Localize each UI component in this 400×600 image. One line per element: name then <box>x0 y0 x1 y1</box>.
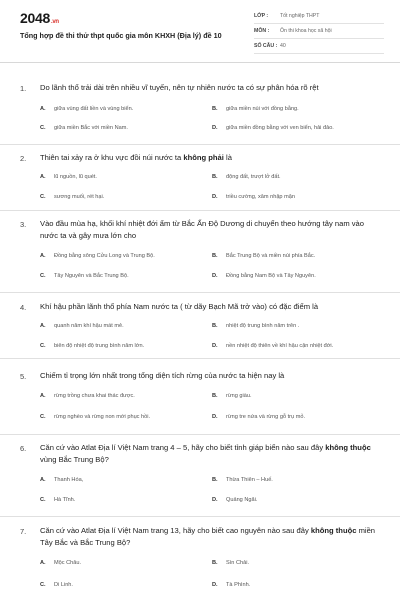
question-text: Chiếm tỉ trọng lớn nhất trong tổng diện tích rừng của nước ta hiện nay là <box>40 371 285 380</box>
answer-option[interactable]: D. nền nhiệt độ thiên về khí hậu cận nhiệt đới. <box>212 343 334 349</box>
answer-option[interactable]: B. Thừa Thiên – Huế. <box>212 477 273 483</box>
logo-suffix: .vn <box>50 19 59 25</box>
answer-option[interactable]: A. Đồng bằng sông Cửu Long và Trung Bộ. <box>40 253 155 259</box>
answer-option[interactable]: A. giữa vùng đất liền và vùng biển. <box>40 106 134 112</box>
question-text: Vào đầu mùa hạ, khối khí nhiệt đới ẩm từ Bắc Ấn Độ Dương di chuyển theo hướng tây nam vào nước ta và gây mưa lớn cho <box>40 219 364 240</box>
answer-option[interactable]: A. rừng trồng chưa khai thác được. <box>40 393 135 399</box>
meta-value: Tốt nghiệp THPT <box>280 13 320 19</box>
meta-row-subject <box>254 24 384 39</box>
question-text: Căn cứ vào Atlat Địa lí Việt Nam trang 13, hãy cho biết cao nguyên nào sau đây không thuộc miền Tây Bắc và Bắc Trung Bộ? <box>40 526 376 547</box>
meta-row-count <box>254 39 384 54</box>
answer-option[interactable]: D. Tà Phình. <box>212 582 251 588</box>
answer-option[interactable]: B. động đất, trượt lở đất. <box>212 174 281 180</box>
document-meta <box>254 9 384 54</box>
meta-value: 40 <box>280 43 286 49</box>
answer-option[interactable]: C. Tây Nguyên và Bắc Trung Bộ. <box>40 273 129 279</box>
answer-option[interactable]: A. lũ nguồn, lũ quét. <box>40 174 97 180</box>
answer-option[interactable]: C. rừng nghèo và rừng non mới phục hồi. <box>40 414 151 420</box>
answer-option[interactable]: C. sương muối, rét hại. <box>40 194 105 200</box>
answer-option[interactable]: B. giữa miền núi với đồng bằng. <box>212 106 299 112</box>
answer-option[interactable]: C. biên độ nhiệt độ trung bình năm lớn. <box>40 343 145 349</box>
answer-option[interactable]: D. rừng tre nứa và rừng gỗ trụ mỏ. <box>212 414 306 420</box>
document-title: Tổng hợp đề thi thử thpt quốc gia môn KHXH (Địa lý) đề 10 <box>20 31 222 40</box>
question-item <box>0 434 400 517</box>
answer-option[interactable]: C. giữa miền Bắc với miền Nam. <box>40 125 128 131</box>
question-number: 3. <box>20 220 27 229</box>
question-text: Căn cứ vào Atlat Địa lí Việt Nam trang 4 – 5, hãy cho biết tỉnh giáp biển nào sau đây không thuộc vùng Bắc Trung Bộ? <box>40 443 371 464</box>
question-number: 4. <box>20 303 27 312</box>
question-item <box>0 144 400 211</box>
answer-option[interactable]: A. Thanh Hóa, <box>40 477 84 483</box>
question-text: Do lãnh thổ trải dài trên nhiều vĩ tuyến, nên tự nhiên nước ta có sự phân hóa rõ rệt <box>40 83 319 92</box>
meta-row-class <box>254 9 384 24</box>
question-item <box>0 516 400 600</box>
answer-option[interactable]: D. Quảng Ngãi. <box>212 497 258 503</box>
meta-key: MÔN : <box>254 28 270 34</box>
question-number: 7. <box>20 527 27 536</box>
question-item <box>0 62 400 145</box>
answer-option[interactable]: D. Đồng bằng Nam Bộ và Tây Nguyên. <box>212 273 316 279</box>
question-text: Thiên tai xảy ra ở khu vực đồi núi nước ta không phải là <box>40 153 232 162</box>
answer-option[interactable]: B. rừng giàu. <box>212 393 252 399</box>
question-number: 6. <box>20 444 27 453</box>
answer-option[interactable]: C. Hà Tĩnh. <box>40 497 76 503</box>
meta-key: SỐ CÂU : <box>254 43 278 49</box>
question-text: Khí hậu phần lãnh thổ phía Nam nước ta ( từ dãy Bạch Mã trở vào) có đặc điểm là <box>40 302 319 311</box>
question-item <box>0 292 400 359</box>
answer-option[interactable]: C. Di Linh. <box>40 582 73 588</box>
answer-option[interactable]: A. Mộc Châu. <box>40 560 82 566</box>
question-number: 1. <box>20 84 27 93</box>
answer-option[interactable]: B. Sìn Chải. <box>212 560 250 566</box>
logo-text: 2048 <box>20 10 50 26</box>
document-header <box>0 0 400 63</box>
meta-key: LỚP : <box>254 13 269 19</box>
question-item <box>0 358 400 435</box>
meta-value: Ôn thi khoa học xã hội <box>280 28 332 34</box>
question-item <box>0 210 400 293</box>
site-logo[interactable] <box>20 10 59 26</box>
answer-option[interactable]: B. nhiệt độ trung bình năm trên . <box>212 323 300 329</box>
question-number: 5. <box>20 372 27 381</box>
answer-option[interactable]: B. Bắc Trung Bộ và miền núi phía Bắc. <box>212 253 316 259</box>
question-number: 2. <box>20 154 27 163</box>
answer-option[interactable]: D. triều cường, xâm nhập mặn <box>212 194 295 200</box>
answer-option[interactable]: D. giữa miền đồng bằng với ven biển, hải đảo. <box>212 125 334 131</box>
answer-option[interactable]: A. quanh năm khí hậu mát mẻ. <box>40 323 124 329</box>
